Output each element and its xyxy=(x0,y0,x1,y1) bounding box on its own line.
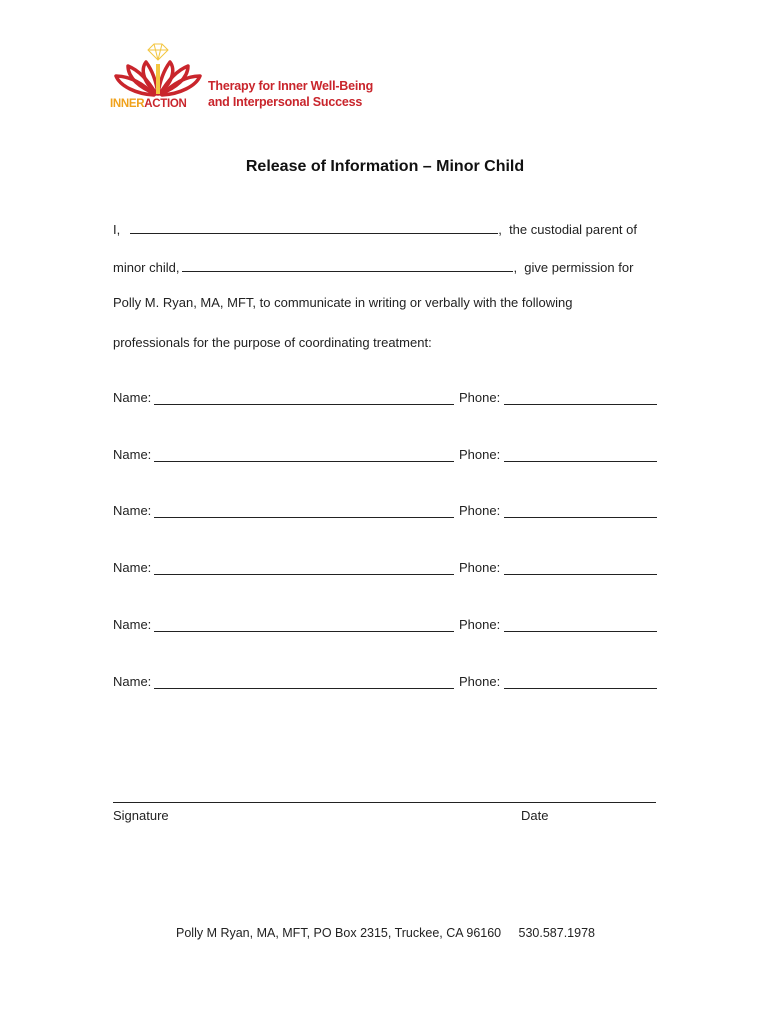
name-label: Name: xyxy=(113,560,152,575)
phone-label: Phone: xyxy=(459,674,501,689)
document-title: Release of Information – Minor Child xyxy=(245,158,525,175)
line2-suffix: , give permission for xyxy=(513,260,634,275)
name-label: Name: xyxy=(113,390,152,405)
permission-text-line-4: professionals for the purpose of coordinating treatment: xyxy=(113,335,432,350)
contact-row xyxy=(113,390,658,408)
brand-inner: INNER xyxy=(110,98,145,110)
name-field[interactable] xyxy=(154,461,454,462)
lotus-logo-icon xyxy=(110,40,205,102)
phone-label: Phone: xyxy=(459,447,501,462)
logo-tagline xyxy=(208,78,373,110)
name-field[interactable] xyxy=(154,631,454,632)
inneraction-logo xyxy=(110,40,390,120)
signature-line-field[interactable] xyxy=(113,802,656,803)
phone-label: Phone: xyxy=(459,617,501,632)
phone-label: Phone: xyxy=(459,503,501,518)
permission-text-line-3: Polly M. Ryan, MA, MFT, to communicate in writing or verbally with the following xyxy=(113,295,573,310)
child-name-line xyxy=(113,258,633,275)
phone-field[interactable] xyxy=(504,631,657,632)
footer-contact xyxy=(176,926,595,940)
date-label: Date xyxy=(521,808,549,823)
phone-label: Phone: xyxy=(459,560,501,575)
parent-name-field[interactable] xyxy=(130,220,498,234)
name-field[interactable] xyxy=(154,404,454,405)
name-label: Name: xyxy=(113,617,152,632)
logo-brand-name xyxy=(110,98,187,110)
line2-prefix: minor child, xyxy=(113,260,180,275)
contact-row xyxy=(113,503,658,521)
footer-phone: 530.587.1978 xyxy=(518,926,595,940)
brand-action: ACTION xyxy=(144,98,187,110)
tagline-line-1: Therapy for Inner Well-Being xyxy=(208,79,374,93)
name-field[interactable] xyxy=(154,574,454,575)
contact-row xyxy=(113,447,658,465)
contact-row xyxy=(113,617,658,635)
phone-field[interactable] xyxy=(504,461,657,462)
tagline-line-2: and Interpersonal Success xyxy=(208,95,363,109)
phone-field[interactable] xyxy=(504,574,657,575)
child-name-field[interactable] xyxy=(182,258,513,272)
phone-field[interactable] xyxy=(504,517,657,518)
name-field[interactable] xyxy=(154,688,454,689)
line1-prefix: I, xyxy=(113,222,121,237)
name-field[interactable] xyxy=(154,517,454,518)
name-label: Name: xyxy=(113,503,152,518)
name-label: Name: xyxy=(113,447,152,462)
parent-name-line xyxy=(113,220,637,237)
contact-row xyxy=(113,560,658,578)
contact-row xyxy=(113,674,658,692)
name-label: Name: xyxy=(113,674,152,689)
phone-label: Phone: xyxy=(459,390,501,405)
phone-field[interactable] xyxy=(504,404,657,405)
footer-address: Polly M Ryan, MA, MFT, PO Box 2315, Truckee, CA 96160 xyxy=(176,926,502,940)
signature-label: Signature xyxy=(113,808,169,823)
line1-suffix: , the custodial parent of xyxy=(498,222,637,237)
phone-field[interactable] xyxy=(504,688,657,689)
